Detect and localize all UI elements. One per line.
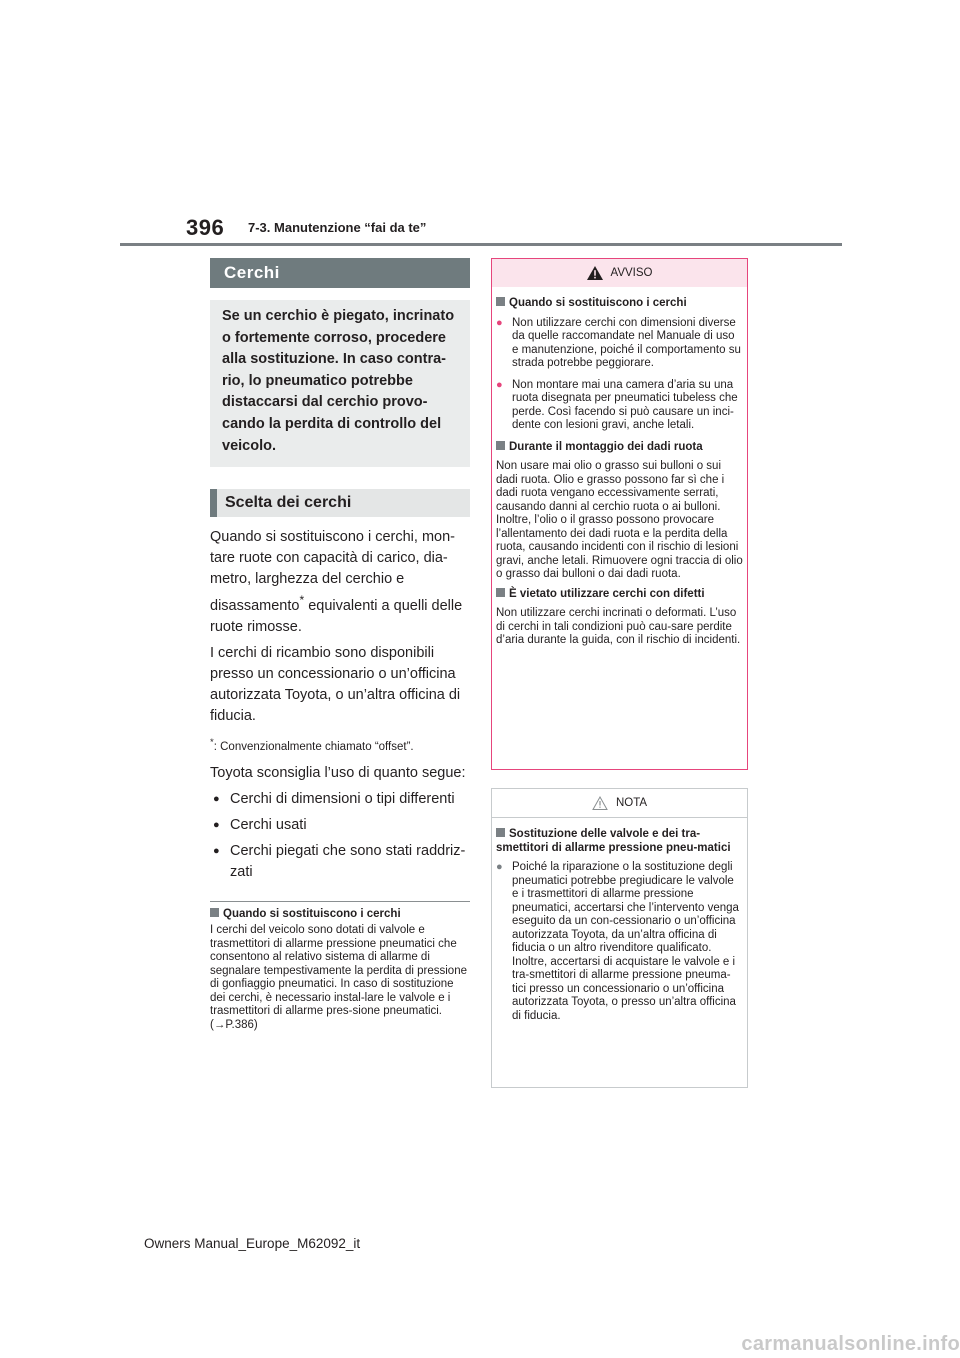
summary-box	[210, 300, 470, 467]
info-divider	[210, 901, 470, 902]
warning-heading	[496, 588, 743, 602]
info-text: I cerchi del veicolo sono dotati di valvole e trasmettitori di allarme pressione pneumatici che consentono al relativo sistema di allarme di segnalare tempestivamente la perdita di pressione di gonfiaggio pneumatici. In caso di sostituzione dei cerchi, è necessario instal-lare le valvole e i trasmettitori di allarme pres-sione pneumatici. (→P.386)	[210, 924, 467, 1031]
info-section	[210, 908, 470, 1033]
note-heading	[496, 828, 743, 855]
paragraph: Toyota sconsiglia l’uso di quanto segue:	[210, 764, 466, 781]
footnote-text: : Convenzionalmente chiamato “offset”.	[213, 740, 414, 753]
summary-line: veicolo.	[222, 437, 276, 454]
paragraph-text: Quando si sostituiscono i cerchi, mon-tare ruote con capacità di carico, dia-metro, larghezza del cerchio e disassamento	[210, 529, 455, 614]
square-bullet-icon	[496, 297, 505, 306]
square-bullet-icon	[496, 441, 505, 450]
note-item-text: Poiché la riparazione o la sostituzione degli pneumatici potrebbe pregiudicare le valvole e i trasmettitori di allarme pressione pneumatici, accertarsi che l’intervento venga eseguito da un con-cessionario o un’officina autorizzata Toyota, da un’altra officina di fiducia o un altro rivenditore qualificato. Inoltre, accertarsi di acquistare le valvole e i tra-smettitori di allarme pressione pneuma-tici presso un concessionario o un’officina autorizzata Toyota, o presso un’altra officina di fiducia.	[512, 861, 739, 1022]
warning-heading	[496, 297, 743, 311]
list-item: ● Cerchi piegati che sono stati raddriz-zati	[210, 841, 470, 883]
footer-text: Owners Manual_Europe_M62092_it	[144, 1236, 361, 1251]
caution-triangle-icon	[592, 796, 608, 810]
summary-line: distaccarsi dal cerchio provo-	[222, 394, 428, 411]
warning-paragraph: Non utilizzare cerchi incrinati o deformati. L’uso di cerchi in tali condizioni può cau-sare perdite d’aria durante la guida, con il rischio di incidenti.	[496, 607, 741, 646]
square-bullet-icon	[496, 588, 505, 597]
bullet-list	[210, 789, 470, 883]
summary-line: rio, lo pneumatico potrebbe	[222, 372, 413, 389]
warning-label: AVVISO	[610, 267, 653, 279]
section-reference: 7-3. Manutenzione “fai da te”	[248, 220, 427, 235]
warning-heading-text: Durante il montaggio dei dadi ruota	[509, 440, 703, 453]
warning-item-text: Non utilizzare cerchi con dimensioni diverse da quelle raccomandate nel Manuale di uso e manutenzione, poiché il comportamento su strada potrebbe peggiorare.	[512, 316, 741, 369]
paragraph-text: equivalenti a quelli delle ruote rimosse.	[210, 597, 463, 635]
section-title: Cerchi	[210, 258, 470, 288]
warning-box	[491, 258, 748, 770]
bullet-icon: ●	[496, 316, 503, 329]
square-bullet-icon	[496, 828, 505, 837]
warning-paragraph: Non usare mai olio o grasso sui bulloni o sui dadi ruota. Olio e grasso possono far sì che i dadi ruota vengano eccessivamente serrati, causando danni al cerchio ruota o ai bulloni. Inoltre, l’olio o il grasso possono provocare l’allentamento dei dadi ruota e la perdita della ruota, causando incidenti con il rischio di lesioni gravi, anche letali. Rimuovere ogni traccia di olio o grasso dai bulloni o dai dadi ruota.	[496, 460, 743, 580]
note-label: NOTA	[615, 797, 648, 809]
info-heading-text: Quando si sostituiscono i cerchi	[223, 907, 401, 920]
body-text	[210, 527, 470, 883]
note-heading-text: Sostituzione delle valvole e dei tra-smettitori di allarme pressione pneu-matici	[496, 828, 731, 854]
left-column	[210, 258, 470, 1032]
summary-line: alla sostituzione. In caso contra-	[222, 351, 446, 368]
bullet-icon: ●	[496, 861, 503, 873]
summary-line: cando la perdita di controllo del	[222, 415, 442, 432]
footnote	[210, 732, 470, 758]
info-heading	[210, 908, 470, 922]
note-header	[492, 789, 747, 818]
warning-triangle-icon	[587, 266, 603, 280]
watermark: carmanualsonline.info	[741, 1333, 960, 1355]
note-box	[491, 788, 748, 1088]
list-item: ● Cerchi usati	[210, 815, 470, 836]
warning-content	[492, 287, 747, 658]
header-rule	[120, 243, 842, 246]
bullet-icon: ●	[496, 378, 503, 391]
square-bullet-icon	[210, 908, 219, 917]
footnote-marker: *	[210, 736, 214, 748]
warning-item	[496, 379, 743, 433]
warning-item-text: Non montare mai una camera d’aria su una ruota disegnata per pneumatici tubeless che perde. Così facendo si può causare un inci-dente con lesioni gravi, anche letali.	[512, 378, 738, 431]
summary-line: o fortemente corroso, procedere	[222, 329, 446, 346]
footnote-marker: *	[299, 593, 305, 608]
warning-heading-text: Quando si sostituiscono i cerchi	[509, 297, 687, 309]
list-item: ● Cerchi di dimensioni o tipi differenti	[210, 789, 470, 810]
warning-header	[492, 259, 747, 287]
subsection-title: Scelta dei cerchi	[210, 489, 470, 517]
note-content	[492, 818, 747, 1035]
warning-heading	[496, 441, 743, 455]
page-number: 396	[186, 215, 225, 240]
note-item	[496, 861, 743, 1023]
paragraph: I cerchi di ricambio sono disponibili presso un concessionario o un’officina autorizzata Toyota, o un’altra officina di fiducia.	[210, 644, 461, 724]
warning-item	[496, 317, 743, 371]
summary-line: Se un cerchio è piegato, incrinato	[222, 308, 455, 324]
warning-heading-text: È vietato utilizzare cerchi con difetti	[509, 587, 705, 600]
paragraph	[210, 527, 470, 638]
